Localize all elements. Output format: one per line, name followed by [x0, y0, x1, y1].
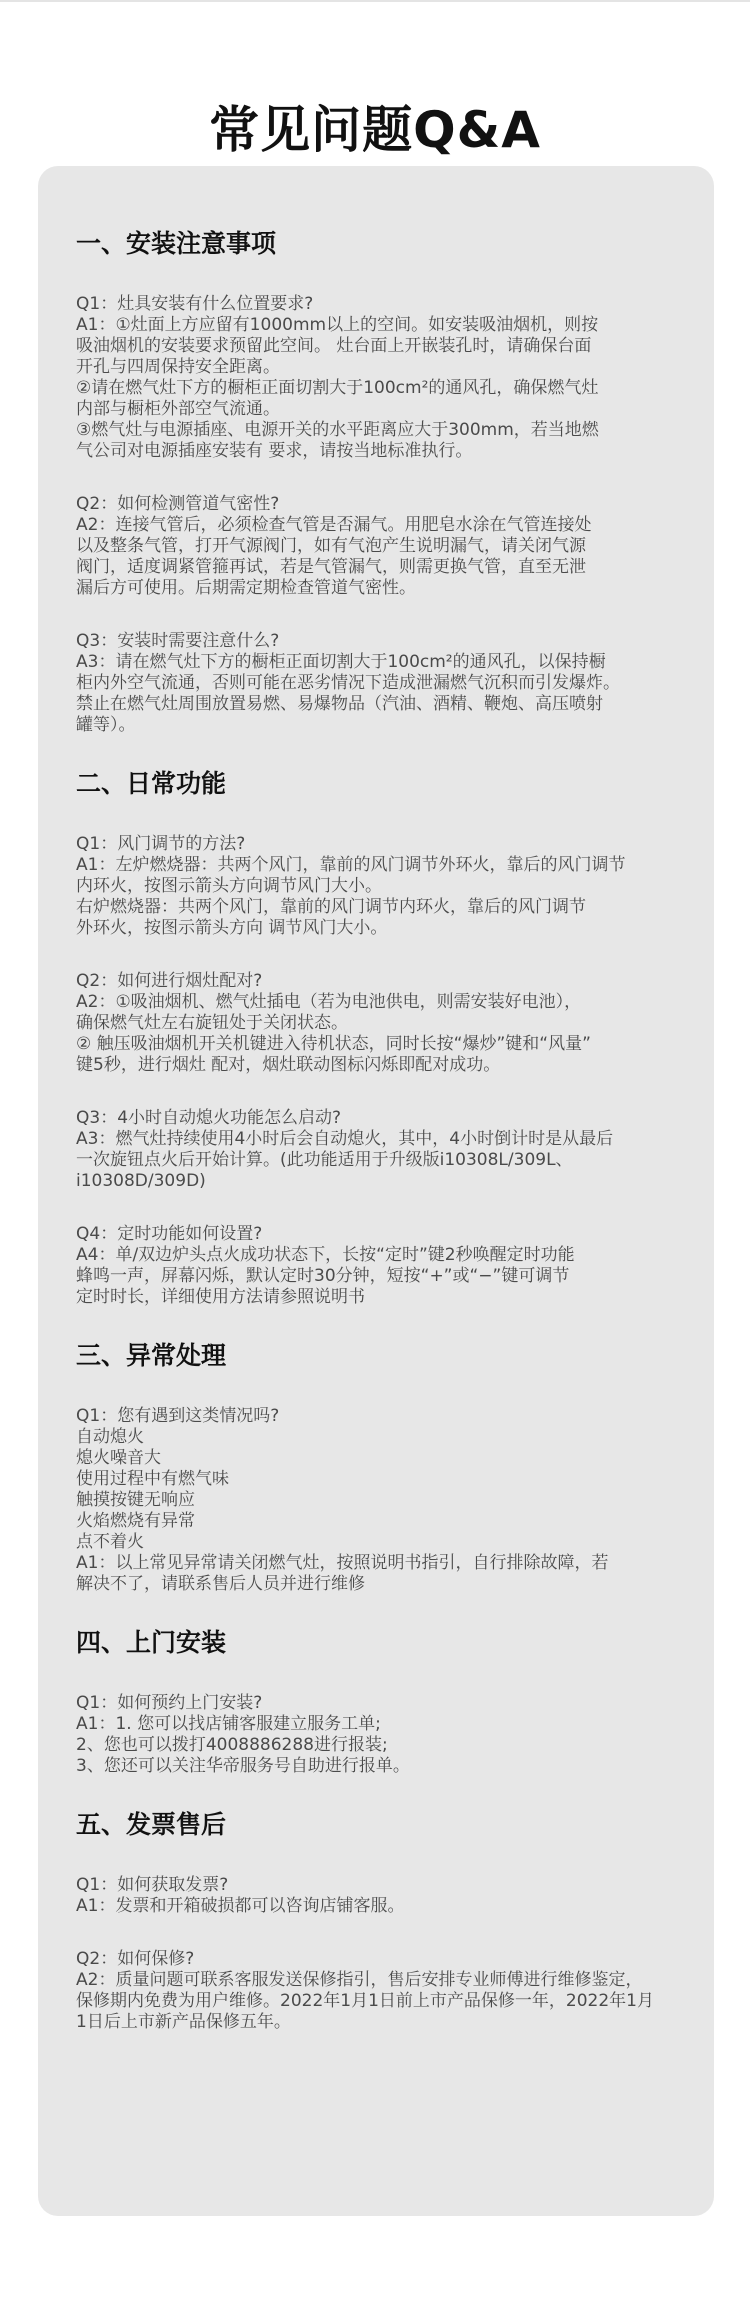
qa-item — [76, 631, 678, 736]
answer-line: 1日后上市新产品保修五年。 — [76, 2012, 291, 2032]
qa-item — [76, 494, 678, 599]
answer-line: ②请在燃气灶下方的橱柜正面切割大于100cm²的通风孔，确保燃气灶 — [76, 378, 599, 398]
answer-line: 右炉燃烧器：共两个风门，靠前的风门调节内环火，靠后的风门调节 — [76, 897, 586, 917]
faq-section — [76, 1809, 678, 2033]
question-text: Q1：如何获取发票? — [76, 1875, 229, 1895]
answer-line: 蜂鸣一声，屏幕闪烁，默认定时30分钟，短按“+”或“−”键可调节 — [76, 1266, 570, 1286]
question-text: Q1：如何预约上门安装? — [76, 1693, 263, 1713]
answer-line: A1：左炉燃烧器：共两个风门，靠前的风门调节外环火，靠后的风门调节 — [76, 855, 626, 875]
answer-line: A2：连接气管后，必须检查气管是否漏气。用肥皂水涂在气管连接处 — [76, 515, 592, 535]
qa-item — [76, 294, 678, 462]
answer-line: 触摸按键无响应 — [76, 1490, 195, 1510]
qa-item — [76, 1108, 678, 1192]
answer-line: 外环火，按图示箭头方向 调节风门大小。 — [76, 918, 388, 938]
qa-item — [76, 971, 678, 1076]
answer-line: 吸油烟机的安装要求预留此空间。 灶台面上开嵌装孔时，请确保台面 — [76, 336, 592, 356]
answer-line: 键5秒，进行烟灶 配对，烟灶联动图标闪烁即配对成功。 — [76, 1055, 501, 1075]
qa-item — [76, 834, 678, 939]
section-heading: 四、上门安装 — [76, 1628, 227, 1657]
answer-line: 阀门，适度调紧管箍再试，若是气管漏气，则需更换气管，直至无泄 — [76, 557, 586, 577]
answer-line: 确保燃气灶左右旋钮处于关闭状态。 — [76, 1013, 348, 1033]
answer-line: 使用过程中有燃气味 — [76, 1469, 229, 1489]
answer-line: 禁止在燃气灶周围放置易燃、易爆物品（汽油、酒精、鞭炮、高压喷射 — [76, 694, 603, 714]
answer-line: ② 触压吸油烟机开关机键进入待机状态，同时长按“爆炒”键和“风量” — [76, 1034, 591, 1054]
answer-line: 定时时长，详细使用方法请参照说明书 — [76, 1287, 365, 1307]
qa-item — [76, 1406, 678, 1595]
qa-item — [76, 1693, 678, 1777]
question-text: Q2：如何保修? — [76, 1949, 195, 1969]
answer-line: 点不着火 — [76, 1532, 144, 1552]
answer-line: 开孔与四周保持安全距离。 — [76, 357, 280, 377]
qa-item — [76, 1875, 678, 1917]
page-title: 常见问题Q&A — [209, 100, 541, 159]
answer-line: 内环火，按图示箭头方向调节风门大小。 — [76, 876, 382, 896]
question-text: Q1：您有遇到这类情况吗? — [76, 1406, 280, 1426]
faq-section — [76, 1340, 678, 1595]
question-text: Q3：4小时自动熄火功能怎么启动? — [76, 1108, 342, 1128]
answer-line: 火焰燃烧有异常 — [76, 1511, 195, 1531]
answer-line: 保修期内免费为用户维修。2022年1月1日前上市产品保修一年，2022年1月 — [76, 1991, 654, 2011]
answer-line: 漏后方可使用。后期需定期检查管道气密性。 — [76, 578, 416, 598]
answer-line: i10308D/309D) — [76, 1171, 206, 1191]
answer-line: 3、您还可以关注华帝服务号自助进行报单。 — [76, 1756, 410, 1776]
answer-line: 内部与橱柜外部空气流通。 — [76, 399, 280, 419]
question-text: Q3：安装时需要注意什么? — [76, 631, 280, 651]
answer-line: 解决不了，请联系售后人员并进行维修 — [76, 1574, 365, 1594]
question-text: Q1：风门调节的方法? — [76, 834, 246, 854]
answer-line: A3：燃气灶持续使用4小时后会自动熄火，其中，4小时倒计时是从最后 — [76, 1129, 614, 1149]
section-heading: 五、发票售后 — [76, 1810, 227, 1839]
answer-line: A1：以上常见异常请关闭燃气灶，按照说明书指引，自行排除故障，若 — [76, 1553, 609, 1573]
section-heading: 三、异常处理 — [76, 1341, 227, 1370]
answer-line: A2：①吸油烟机、燃气灶插电（若为电池供电，则需安装好电池）， — [76, 992, 582, 1012]
answer-line: A1：①灶面上方应留有1000mm以上的空间。如安装吸油烟机，则按 — [76, 315, 599, 335]
qa-item — [76, 1224, 678, 1308]
faq-card — [38, 166, 714, 2216]
answer-line: 自动熄火 — [76, 1427, 144, 1447]
question-text: Q2：如何进行烟灶配对? — [76, 971, 263, 991]
answer-line: 以及整条气管，打开气源阀门，如有气泡产生说明漏气，请关闭气源 — [76, 536, 586, 556]
question-text: Q2：如何检测管道气密性? — [76, 494, 280, 514]
answer-line: 罐等）。 — [76, 715, 136, 735]
faq-section — [76, 1627, 678, 1777]
answer-line: 气公司对电源插座安装有 要求，请按当地标准执行。 — [76, 441, 473, 461]
answer-line: 一次旋钮点火后开始计算。(此功能适用于升级版i10308L/309L、 — [76, 1150, 573, 1170]
answer-line: A3：请在燃气灶下方的橱柜正面切割大于100cm²的通风孔，以保持橱 — [76, 652, 606, 672]
answer-line: 2、您也可以拨打4008886288进行报装; — [76, 1735, 388, 1755]
top-divider — [0, 0, 750, 2]
answer-line: A1：1. 您可以找店铺客服建立服务工单; — [76, 1714, 381, 1734]
answer-line: 熄火噪音大 — [76, 1448, 161, 1468]
faq-section — [76, 228, 678, 736]
question-text: Q4：定时功能如何设置? — [76, 1224, 263, 1244]
answer-line: 柜内外空气流通，否则可能在恶劣情况下造成泄漏燃气沉积而引发爆炸。 — [76, 673, 620, 693]
answer-line: A2：质量问题可联系客服发送保修指引，售后安排专业师傅进行维修鉴定， — [76, 1970, 643, 1990]
section-heading: 二、日常功能 — [76, 769, 227, 798]
qa-item — [76, 1949, 678, 2033]
section-heading: 一、安装注意事项 — [76, 229, 277, 258]
answer-line: A4：单/双边炉头点火成功状态下，长按“定时”键2秒唤醒定时功能 — [76, 1245, 575, 1265]
answer-line: ③燃气灶与电源插座、电源开关的水平距离应大于300mm，若当地燃 — [76, 420, 599, 440]
answer-line: A1：发票和开箱破损都可以咨询店铺客服。 — [76, 1896, 405, 1916]
faq-section — [76, 768, 678, 1308]
question-text: Q1：灶具安装有什么位置要求? — [76, 294, 314, 314]
